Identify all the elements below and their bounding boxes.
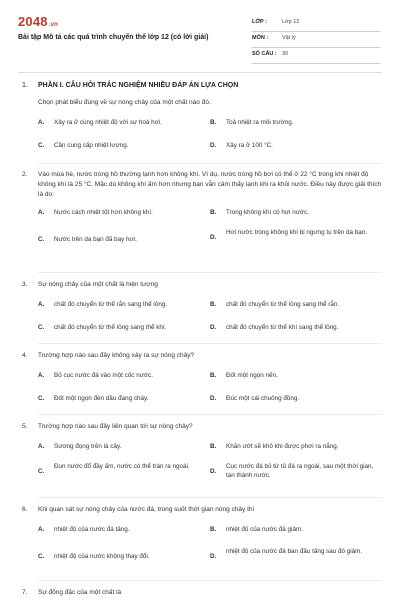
option-letter: C. — [38, 142, 45, 149]
option-text: nhiệt độ của nước đá tăng. — [54, 526, 130, 533]
option-text: chất đó chuyển từ thể lỏng sang thể rắn. — [226, 301, 340, 308]
question-number: 4. — [22, 352, 28, 359]
option-letter: B. — [210, 119, 217, 126]
option-text: Xảy ra ở 100 °C. — [226, 142, 273, 149]
question-number: 2. — [22, 171, 28, 178]
option-text: Nước cách nhiệt tốt hơn không khí. — [54, 209, 153, 216]
meta-key: MÔN : — [252, 35, 269, 41]
meta-key: LỚP : — [252, 19, 267, 25]
option-text: Cần cung cấp nhiệt lượng. — [54, 142, 129, 149]
logo-suffix: .vn — [48, 22, 59, 28]
option-letter: D. — [210, 234, 217, 241]
section-number: 1. — [22, 82, 28, 89]
question-1 — [22, 98, 382, 149]
question-separator — [38, 163, 382, 164]
option-letter: B. — [210, 209, 217, 216]
question-stem — [22, 422, 382, 432]
meta-row-class — [252, 16, 380, 32]
logo-text: 2048 — [18, 14, 48, 29]
option-letter: D. — [210, 468, 217, 475]
section-heading — [22, 82, 238, 89]
option-letter: A. — [38, 372, 45, 379]
question-text: Vào mùa hè, nước trong hồ thường lạnh hơn không khí. Ví dụ, nước trong hồ bơi có thể ở 22 °C trong khi nhiệt độ không khí là 25 °C. Mặc dù không khí ấm hơn nhưng bạn vẫn cảm thấy lạnh khi ra khỏi nước. Điều này được giải thích là do: — [38, 171, 382, 198]
question-separator — [38, 414, 382, 415]
options — [38, 206, 382, 254]
meta-key: SỐ CÂU : — [252, 51, 277, 57]
option-text: Đúc một cái chuông đồng. — [226, 395, 300, 402]
question-stem: Chọn phát biểu đúng về sự nóng chảy của một chất nào đó. — [38, 99, 211, 106]
option-letter: B. — [210, 372, 217, 379]
option-text: Khăn ướt sẽ khô khi được phơi ra nắng. — [226, 443, 339, 450]
option-letter: C. — [38, 236, 45, 243]
option-letter: D. — [210, 553, 217, 560]
question-stem — [22, 505, 382, 515]
option-text: Bỏ cục nước đá vào một cốc nước. — [54, 372, 153, 379]
options — [38, 521, 382, 571]
question-number: 6. — [22, 506, 28, 513]
question-separator — [38, 580, 382, 581]
option-letter: C. — [38, 324, 45, 331]
option-text: Đốt một ngọn nến. — [226, 372, 278, 379]
option-text: Cục nước đá bỏ từ tủ đá ra ngoài, sau một thời gian, tan thành nước. — [226, 463, 374, 479]
option-text: Đun nước đổ đầy ấm, nước có thể tràn ra ngoài. — [54, 463, 190, 470]
page-title: Bài tập Mô tả các quá trình chuyển thể lớp 12 (có lời giải) — [18, 34, 209, 41]
question-6 — [22, 505, 382, 571]
question-separator — [38, 272, 382, 273]
option-text: Sương đọng trên lá cây. — [54, 443, 122, 450]
option-text: chất đó chuyển từ thể khí sang thể lỏng. — [226, 324, 339, 331]
question-number: 5. — [22, 423, 28, 430]
question-stem — [22, 170, 382, 200]
option-letter: B. — [210, 301, 217, 308]
option-text: Xảy ra ở cùng nhiệt độ với sự hoá hơi. — [54, 119, 162, 126]
question-5 — [22, 422, 382, 488]
question-stem — [22, 351, 382, 361]
option-text: chất đó chuyển từ thể rắn sang thể lỏng. — [54, 301, 168, 308]
options — [38, 438, 382, 488]
option-letter: D. — [210, 324, 217, 331]
question-4 — [22, 351, 382, 407]
option-letter: C. — [38, 468, 45, 475]
option-letter: B. — [210, 443, 217, 450]
question-stem — [22, 280, 382, 290]
option-letter: C. — [38, 395, 45, 402]
meta-row-count — [252, 48, 380, 64]
options — [38, 296, 382, 336]
option-text: Hơi nước trong không khí bị ngưng tụ trên da bạn. — [226, 229, 367, 236]
options — [38, 114, 382, 149]
option-text: Đốt một ngọn đèn dầu đang cháy. — [54, 395, 149, 402]
question-text: Khi quan sát sự nóng chảy của nước đá, trong suốt thời gian nóng chảy thì — [38, 506, 255, 513]
meta-value: Vật lý — [282, 35, 296, 41]
option-letter: A. — [38, 119, 45, 126]
option-letter: A. — [38, 209, 45, 216]
option-letter: A. — [38, 301, 45, 308]
meta-row-subject — [252, 32, 380, 48]
option-text: Nước trên da bạn đã bay hơi. — [54, 236, 137, 243]
meta-panel — [252, 16, 380, 64]
option-text: Toả nhiệt ra môi trường. — [226, 119, 294, 126]
option-letter: D. — [210, 142, 217, 149]
option-text: nhiệt độ của nước không thay đổi. — [54, 553, 150, 560]
document-header — [0, 0, 400, 66]
option-text: chất đó chuyển từ thể lỏng sang thể khí. — [54, 324, 167, 331]
header-divider — [18, 72, 382, 73]
option-text: nhiệt độ của nước đá giảm. — [226, 526, 303, 533]
option-letter: B. — [210, 526, 217, 533]
option-text: nhiệt độ của nước đá ban đầu tăng sau đó giảm. — [226, 548, 363, 555]
option-letter: A. — [38, 526, 45, 533]
question-7 — [22, 588, 382, 598]
option-letter: A. — [38, 443, 45, 450]
question-text: Trường hợp nào sau đây liên quan tới sự nóng chảy? — [38, 423, 193, 430]
question-3 — [22, 280, 382, 336]
option-text: Trong không khí có hơi nước. — [226, 209, 309, 216]
site-logo[interactable] — [18, 14, 58, 29]
option-letter: D. — [210, 395, 217, 402]
question-text: Sự đông đặc của một chất là — [38, 589, 122, 596]
section-title: PHẦN I. CÂU HỎI TRẮC NGHIỆM NHIỀU ĐÁP ÁN LỰA CHỌN — [38, 82, 239, 89]
option-letter: C. — [38, 553, 45, 560]
question-text: Sự nóng chảy của một chất là hiện tượng — [38, 281, 158, 288]
meta-value: 30 — [282, 51, 289, 57]
question-number: 7. — [22, 589, 28, 596]
meta-value: Lớp 12 — [282, 19, 300, 25]
question-text: Trường hợp nào sau đây không xảy ra sự nóng chảy? — [38, 352, 195, 359]
question-number: 3. — [22, 281, 28, 288]
options — [38, 367, 382, 407]
question-stem — [22, 588, 382, 598]
question-separator — [38, 497, 382, 498]
question-2 — [22, 170, 382, 254]
question-separator — [38, 343, 382, 344]
